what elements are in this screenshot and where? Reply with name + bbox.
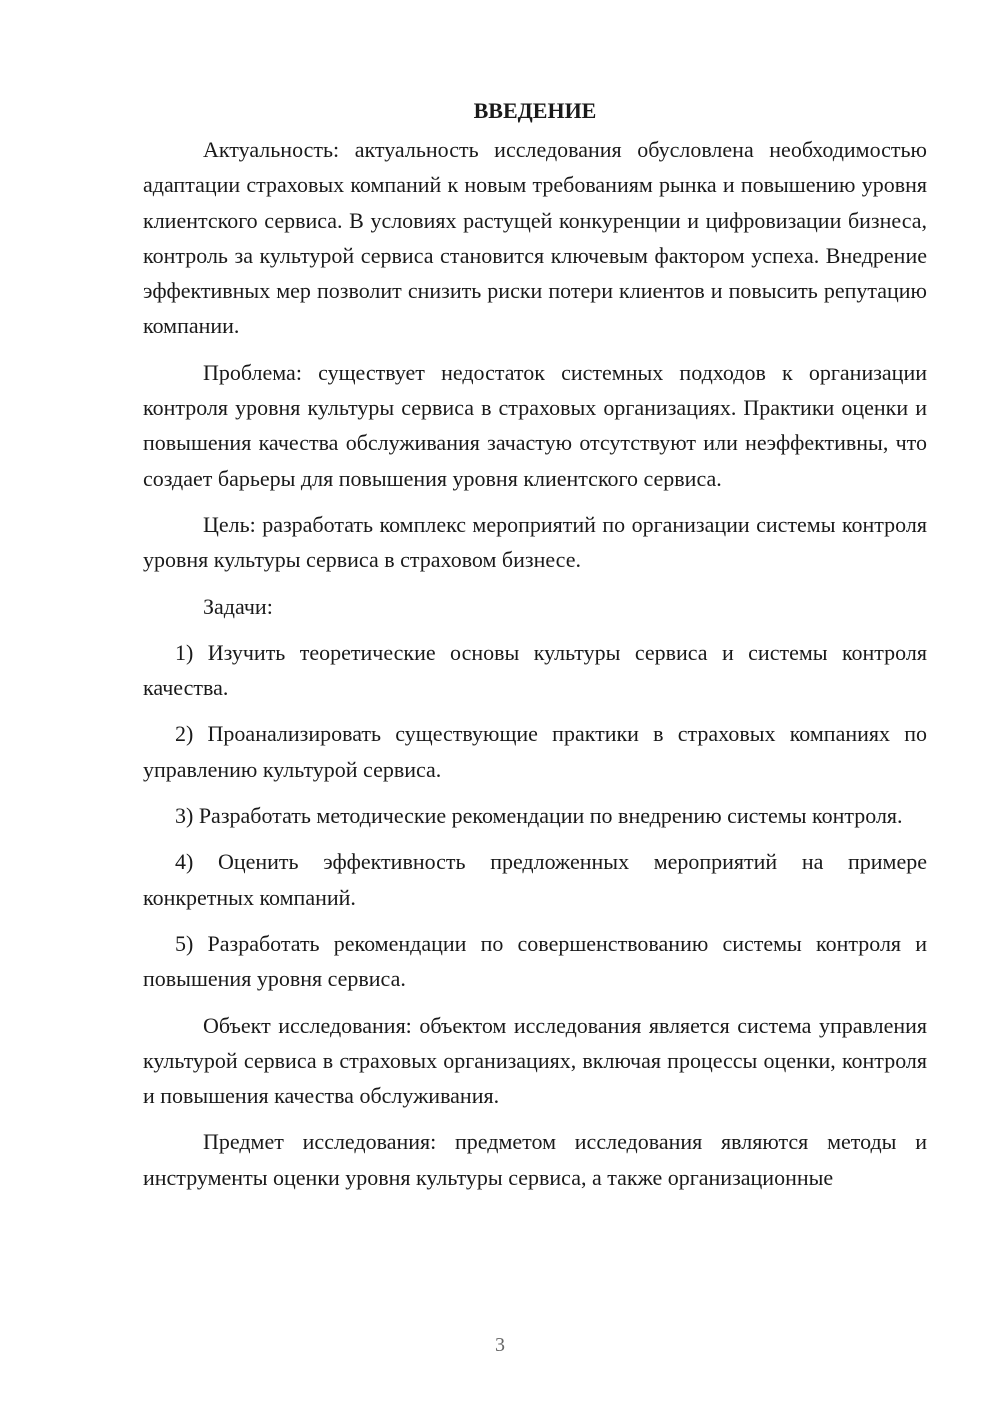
paragraph-problem: Проблема: существует недостаток системных подходов к организации контроля уровня культуры сервиса в страховых организациях. Практики оценки и повышения качества обслуживания зачастую отсутствуют или неэффективны, что создает барьеры для повышения уровня клиентского сервиса. [143,359,927,491]
paragraph-object: Объект исследования: объектом исследования является система управления культурой сервиса в страховых организациях, включая процессы оценки, контроля и повышения качества обслуживания. [143,1012,927,1109]
task-item: 5) Разработать рекомендации по совершенствованию системы контроля и повышения уровня сервиса. [143,930,927,992]
page-title: ВВЕДЕНИЕ [473,98,597,123]
document-page [143,96,927,1206]
page-number: 3 [495,1334,505,1356]
task-item: 1) Изучить теоретические основы культуры сервиса и системы контроля качества. [143,639,927,701]
paragraph-relevance: Актуальность: актуальность исследования обусловлена необходимостью адаптации страховых компаний к новым требованиям рынка и повышению уровня клиентского сервиса. В условиях растущей конкуренции и цифровизации бизнеса, контроль за культурой сервиса становится ключевым фактором успеха. Внедрение эффективных мер позволит снизить риски потери клиентов и повысить репутацию компании. [143,137,927,339]
paragraph-subject: Предмет исследования: предметом исследования являются методы и инструменты оценки уровня культуры сервиса, а также организационные [143,1129,927,1190]
task-item: 3) Разработать методические рекомендации по внедрению системы контроля. [175,803,903,829]
paragraph-tasks-label: Задачи: [203,593,273,619]
paragraph-goal: Цель: разработать комплекс мероприятий по организации системы контроля уровня культуры сервиса в страховом бизнесе. [143,511,927,573]
task-item: 4) Оценить эффективность предложенных мероприятий на примере конкретных компаний. [143,849,927,910]
task-item: 2) Проанализировать существующие практики в страховых компаниях по управлению культурой сервиса. [143,721,927,782]
